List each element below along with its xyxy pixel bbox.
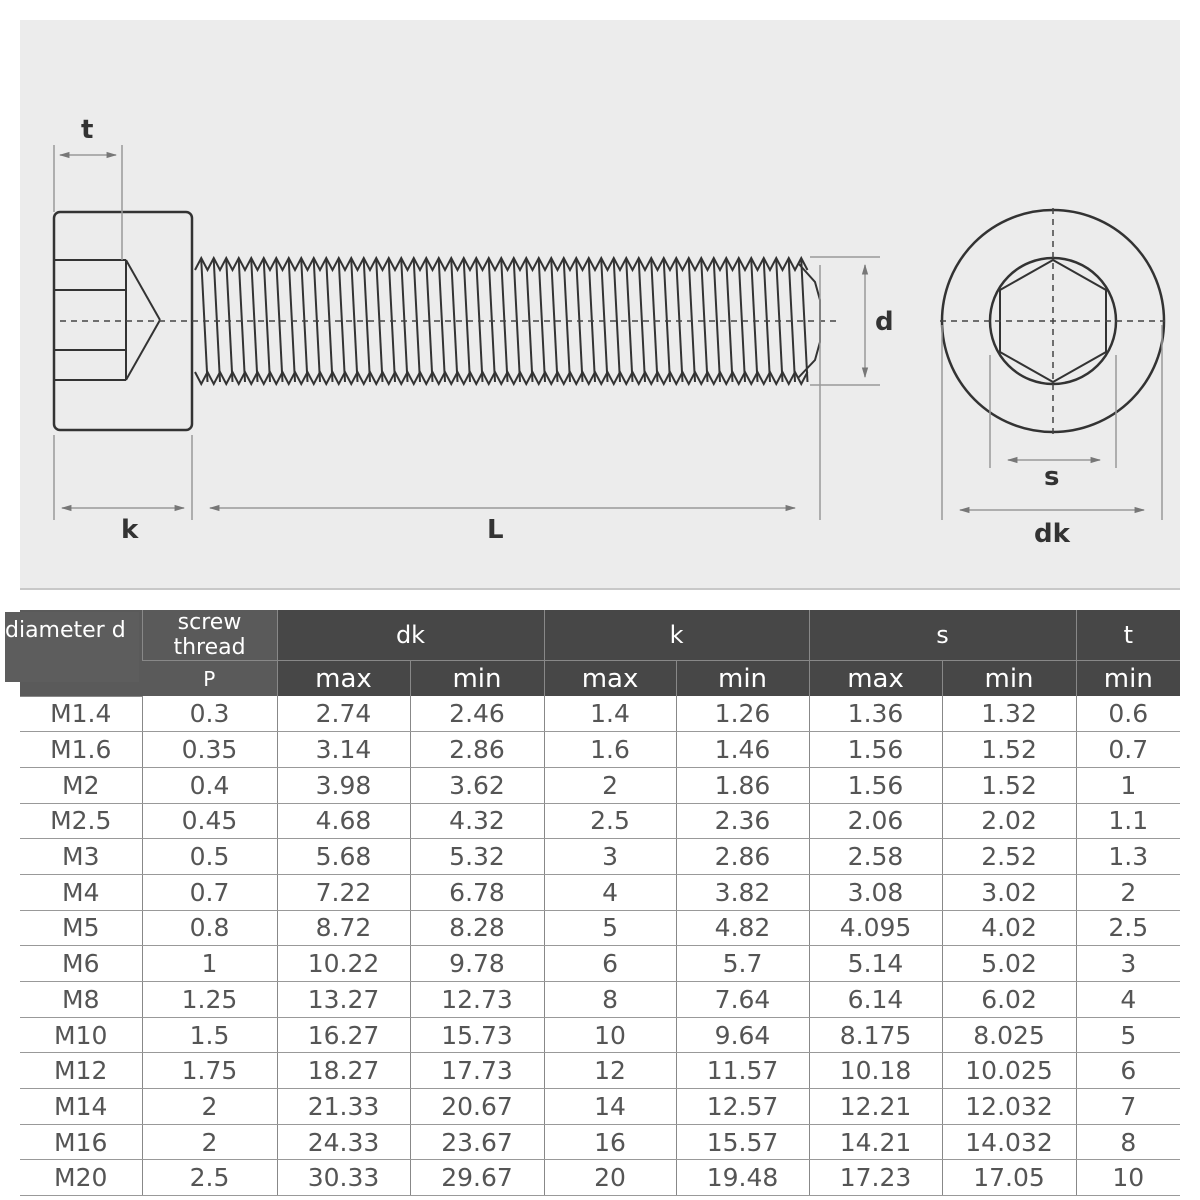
table-cell: 0.35 <box>142 732 277 768</box>
table-cell: 15.57 <box>676 1124 809 1160</box>
table-cell: M5 <box>20 910 142 946</box>
table-cell: 11.57 <box>676 1053 809 1089</box>
table-cell: M2.5 <box>20 803 142 839</box>
header-dk: dk <box>277 610 544 661</box>
table-cell: M8 <box>20 982 142 1018</box>
table-cell: 3.02 <box>942 874 1076 910</box>
table-cell: 14 <box>544 1089 676 1125</box>
header-dk-max: max <box>277 661 410 697</box>
table-cell: 20 <box>544 1160 676 1196</box>
table-cell: 4.02 <box>942 910 1076 946</box>
table-cell: 1.32 <box>942 696 1076 732</box>
table-cell: 6.14 <box>809 982 942 1018</box>
table-cell: 0.45 <box>142 803 277 839</box>
header-t: t <box>1076 610 1180 661</box>
table-row <box>20 982 1180 1018</box>
table-cell: 7 <box>1076 1089 1180 1125</box>
table-cell: 16.27 <box>277 1017 410 1053</box>
table-cell: 2 <box>544 767 676 803</box>
header-thread: screw thread <box>142 610 277 661</box>
table-cell: 19.48 <box>676 1160 809 1196</box>
table-cell: 21.33 <box>277 1089 410 1125</box>
thread-crest <box>626 260 632 382</box>
table-cell: 2.5 <box>1076 910 1180 946</box>
table-row <box>20 910 1180 946</box>
table-cell: 17.23 <box>809 1160 942 1196</box>
table-cell: 6.02 <box>942 982 1076 1018</box>
table-row <box>20 803 1180 839</box>
t-dimension <box>54 145 122 260</box>
table-cell: 6.78 <box>410 874 544 910</box>
table-cell: 8.025 <box>942 1017 1076 1053</box>
table-cell: 1.4 <box>544 696 676 732</box>
table-row <box>20 696 1180 732</box>
table-cell: 1.3 <box>1076 839 1180 875</box>
table-cell: 1.56 <box>809 767 942 803</box>
table-cell: 3 <box>1076 946 1180 982</box>
label-L: L <box>487 515 504 545</box>
table-cell: 2.74 <box>277 696 410 732</box>
header-s-min: min <box>942 661 1076 697</box>
table-cell: 15.73 <box>410 1017 544 1053</box>
table-cell: 8.72 <box>277 910 410 946</box>
table-cell: 14.21 <box>809 1124 942 1160</box>
table-cell: 1.36 <box>809 696 942 732</box>
table-cell: 20.67 <box>410 1089 544 1125</box>
table-cell: 4 <box>544 874 676 910</box>
table-cell: 2 <box>142 1089 277 1125</box>
table-cell: M10 <box>20 1017 142 1053</box>
table-cell: 4.82 <box>676 910 809 946</box>
header-dk-min: min <box>410 661 544 697</box>
table-cell: 2.58 <box>809 839 942 875</box>
table-cell: 10.18 <box>809 1053 942 1089</box>
table-cell: 9.64 <box>676 1017 809 1053</box>
table-cell: 2.5 <box>142 1160 277 1196</box>
label-d: d <box>875 307 894 337</box>
table-cell: 17.73 <box>410 1053 544 1089</box>
table-cell: 7.64 <box>676 982 809 1018</box>
table-cell: 4.68 <box>277 803 410 839</box>
table-cell: 1.26 <box>676 696 809 732</box>
table-cell: 4.095 <box>809 910 942 946</box>
table-cell: 8.175 <box>809 1017 942 1053</box>
table-cell: 7.22 <box>277 874 410 910</box>
thread-crest <box>351 260 357 382</box>
table-cell: 5.68 <box>277 839 410 875</box>
table-cell: M1.6 <box>20 732 142 768</box>
table-cell: 8.28 <box>410 910 544 946</box>
table-row <box>20 1017 1180 1053</box>
label-dk: dk <box>1034 519 1070 549</box>
d-dimension <box>810 257 880 520</box>
table-cell: 3 <box>544 839 676 875</box>
table-cell: 1 <box>1076 767 1180 803</box>
table-cell: 12 <box>544 1053 676 1089</box>
table-cell: 6 <box>1076 1053 1180 1089</box>
header-k: k <box>544 610 809 661</box>
table-cell: 10.22 <box>277 946 410 982</box>
table-cell: 18.27 <box>277 1053 410 1089</box>
table-cell: 3.08 <box>809 874 942 910</box>
table-cell: 0.4 <box>142 767 277 803</box>
table-cell: 2 <box>142 1124 277 1160</box>
table-cell: 1.6 <box>544 732 676 768</box>
table-row <box>20 874 1180 910</box>
k-dimension <box>54 435 192 520</box>
table-cell: 12.032 <box>942 1089 1076 1125</box>
table-cell: 3.62 <box>410 767 544 803</box>
table-cell: 5.7 <box>676 946 809 982</box>
table-body <box>20 696 1180 1196</box>
table-cell: 12.73 <box>410 982 544 1018</box>
table-cell: 8 <box>544 982 676 1018</box>
table-cell: 5.32 <box>410 839 544 875</box>
table-cell: 1.25 <box>142 982 277 1018</box>
label-k: k <box>121 515 139 545</box>
table-cell: 5 <box>544 910 676 946</box>
table-cell: 1.86 <box>676 767 809 803</box>
table-cell: 30.33 <box>277 1160 410 1196</box>
table-cell: 10 <box>1076 1160 1180 1196</box>
table-cell: 2.86 <box>410 732 544 768</box>
table-cell: 2.46 <box>410 696 544 732</box>
table-cell: 14.032 <box>942 1124 1076 1160</box>
table-cell: 1.1 <box>1076 803 1180 839</box>
table-cell: 0.8 <box>142 910 277 946</box>
table-cell: 2.02 <box>942 803 1076 839</box>
table-cell: 12.21 <box>809 1089 942 1125</box>
table-cell: 1.56 <box>809 732 942 768</box>
header-k-min: min <box>676 661 809 697</box>
table-cell: M14 <box>20 1089 142 1125</box>
table-cell: M1.4 <box>20 696 142 732</box>
header-s: s <box>809 610 1076 661</box>
label-t: t <box>81 115 94 145</box>
table-cell: 13.27 <box>277 982 410 1018</box>
table-cell: 1 <box>142 946 277 982</box>
table-row <box>20 1053 1180 1089</box>
table-cell: 2 <box>1076 874 1180 910</box>
table-row <box>20 767 1180 803</box>
table-cell: 0.6 <box>1076 696 1180 732</box>
header-diameter: diameter d <box>5 612 139 682</box>
table-cell: 2.06 <box>809 803 942 839</box>
table-cell: 24.33 <box>277 1124 410 1160</box>
table-cell: 8 <box>1076 1124 1180 1160</box>
header-s-max: max <box>809 661 942 697</box>
table-row <box>20 946 1180 982</box>
table-cell: M20 <box>20 1160 142 1196</box>
table-cell: 12.57 <box>676 1089 809 1125</box>
table-cell: 2.52 <box>942 839 1076 875</box>
table-cell: 3.98 <box>277 767 410 803</box>
screw-drawing <box>20 20 1180 588</box>
screw-diagram <box>20 20 1180 590</box>
table-row <box>20 1089 1180 1125</box>
table-cell: 5 <box>1076 1017 1180 1053</box>
table-cell: 1.5 <box>142 1017 277 1053</box>
table-cell: 29.67 <box>410 1160 544 1196</box>
table-cell: M12 <box>20 1053 142 1089</box>
table-cell: M4 <box>20 874 142 910</box>
table-cell: M6 <box>20 946 142 982</box>
table-cell: 1.46 <box>676 732 809 768</box>
table-cell: 5.14 <box>809 946 942 982</box>
table-cell: 3.82 <box>676 874 809 910</box>
label-s: s <box>1044 462 1060 492</box>
table-cell: 2.5 <box>544 803 676 839</box>
table-cell: 1.52 <box>942 732 1076 768</box>
table-cell: M16 <box>20 1124 142 1160</box>
spec-table <box>20 610 1180 1196</box>
table-cell: 23.67 <box>410 1124 544 1160</box>
table-cell: 4.32 <box>410 803 544 839</box>
table-cell: 0.5 <box>142 839 277 875</box>
table-cell: 17.05 <box>942 1160 1076 1196</box>
header-thread-p: P <box>142 661 277 697</box>
table-cell: 0.3 <box>142 696 277 732</box>
table-cell: 10.025 <box>942 1053 1076 1089</box>
hex-socket-profile <box>54 260 160 380</box>
table-cell: 4 <box>1076 982 1180 1018</box>
table-cell: 6 <box>544 946 676 982</box>
table-row <box>20 839 1180 875</box>
table-cell: 0.7 <box>142 874 277 910</box>
table-cell: M3 <box>20 839 142 875</box>
header-t-min: min <box>1076 661 1180 697</box>
table-cell: 5.02 <box>942 946 1076 982</box>
table-cell: 10 <box>544 1017 676 1053</box>
table-row <box>20 732 1180 768</box>
table-cell: 0.7 <box>1076 732 1180 768</box>
table-cell: 1.52 <box>942 767 1076 803</box>
table-row <box>20 1124 1180 1160</box>
header-k-max: max <box>544 661 676 697</box>
table-cell: 3.14 <box>277 732 410 768</box>
table-cell: 16 <box>544 1124 676 1160</box>
table-cell: 2.36 <box>676 803 809 839</box>
table-cell: 9.78 <box>410 946 544 982</box>
table-cell: M2 <box>20 767 142 803</box>
table-cell: 1.75 <box>142 1053 277 1089</box>
table-row <box>20 1160 1180 1196</box>
table-cell: 2.86 <box>676 839 809 875</box>
